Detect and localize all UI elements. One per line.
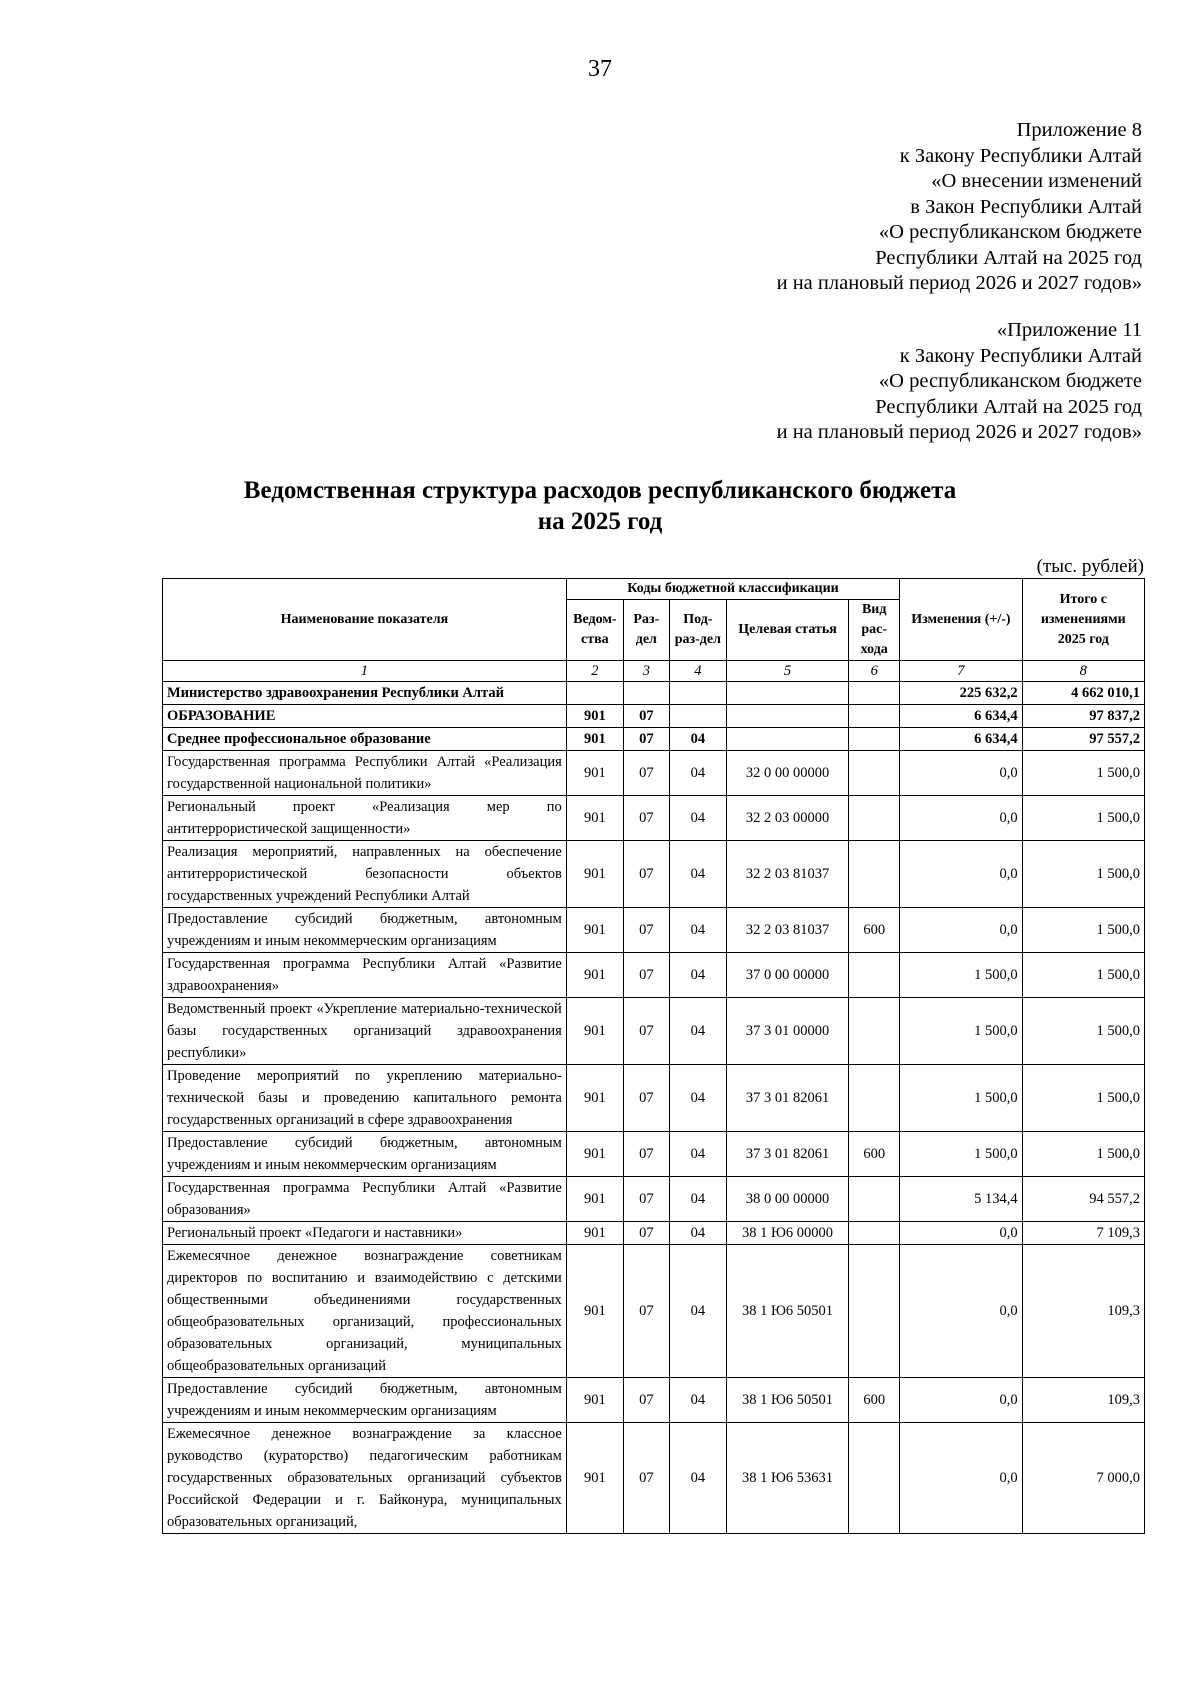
cell-expense-type [849,841,900,908]
cell-change: 1 500,0 [900,998,1022,1065]
cell-name: Предоставление субсидий бюджетным, автономным учреждениям и иным некоммерческим организациям [163,1378,567,1423]
document-title-line-2: на 2025 год [537,508,663,535]
cell-total: 7 000,0 [1022,1423,1144,1534]
cell-expense-type [849,1423,900,1534]
cell-subsection [669,682,726,705]
table-row [163,705,1145,728]
table-row [163,1065,1145,1132]
budget-table [162,578,1145,1534]
table-row [163,1245,1145,1378]
cell-ministry: 901 [566,908,623,953]
appendix-header-original [777,318,1142,446]
cell-section: 07 [623,705,669,728]
cell-section: 07 [623,953,669,998]
column-number: 5 [726,661,848,682]
cell-change: 0,0 [900,1378,1022,1423]
cell-name: Государственная программа Республики Алтай «Развитие образования» [163,1177,567,1222]
cell-subsection: 04 [669,908,726,953]
appendix-line: и на плановый период 2026 и 2027 годов» [776,272,1142,294]
cell-subsection: 04 [669,1065,726,1132]
table-row [163,1132,1145,1177]
cell-ministry: 901 [566,1065,623,1132]
cell-expense-type [849,751,900,796]
header-row [163,579,1145,600]
cell-subsection: 04 [669,751,726,796]
cell-change: 225 632,2 [900,682,1022,705]
cell-total: 109,3 [1022,1245,1144,1378]
cell-change: 6 634,4 [900,728,1022,751]
column-number: 3 [623,661,669,682]
cell-expense-type: 600 [849,1132,900,1177]
cell-name: Ежемесячное денежное вознаграждение советникам директоров по воспитанию и взаимодействию с детскими общественными объединениями государственных общеобразовательных организаций, профессиональных образовательных организаций, муниципальных общеобразовательных организаций [163,1245,567,1378]
cell-ministry: 901 [566,1423,623,1534]
cell-total: 109,3 [1022,1378,1144,1423]
cell-ministry: 901 [566,728,623,751]
units-label: (тыс. рублей) [1036,556,1144,577]
cell-ministry: 901 [566,1177,623,1222]
cell-ministry: 901 [566,705,623,728]
appendix-header-main [777,118,1142,297]
cell-expense-type: 600 [849,1378,900,1423]
cell-ministry: 901 [566,796,623,841]
cell-subsection: 04 [669,1378,726,1423]
cell-section: 07 [623,1378,669,1423]
cell-ministry: 901 [566,1132,623,1177]
cell-expense-type [849,796,900,841]
cell-name: Государственная программа Республики Алтай «Реализация государственной национальной политики» [163,751,567,796]
cell-total: 94 557,2 [1022,1177,1144,1222]
cell-subsection: 04 [669,1177,726,1222]
cell-name: Региональный проект «Реализация мер по антитеррористической защищенности» [163,796,567,841]
cell-subsection: 04 [669,1132,726,1177]
cell-section: 07 [623,751,669,796]
appendix-line: «О республиканском бюджете [878,370,1142,392]
appendix-line: Приложение 8 [1016,119,1142,141]
table-row [163,682,1145,705]
cell-change: 0,0 [900,1423,1022,1534]
cell-change: 0,0 [900,751,1022,796]
table-row [163,751,1145,796]
cell-ministry [566,682,623,705]
cell-name: Среднее профессиональное образование [163,728,567,751]
cell-total: 1 500,0 [1022,953,1144,998]
header-target: Целевая статья [726,600,848,661]
cell-expense-type [849,1065,900,1132]
cell-name: Проведение мероприятий по укреплению материально-технической базы и проведению капитального ремонта государственных организаций в сфере здравоохранения [163,1065,567,1132]
cell-expense-type [849,682,900,705]
cell-total: 1 500,0 [1022,796,1144,841]
cell-section: 07 [623,1065,669,1132]
header-subsection: Под-раз-дел [669,600,726,661]
cell-target [726,682,848,705]
cell-target [726,705,848,728]
cell-section: 07 [623,1245,669,1378]
cell-change: 1 500,0 [900,953,1022,998]
cell-total: 1 500,0 [1022,1065,1144,1132]
cell-change: 0,0 [900,796,1022,841]
column-number: 8 [1022,661,1144,682]
cell-target: 37 0 00 00000 [726,953,848,998]
cell-target: 38 1 Ю6 53631 [726,1423,848,1534]
cell-expense-type [849,728,900,751]
cell-subsection: 04 [669,998,726,1065]
appendix-line: Республики Алтай на 2025 год [875,395,1142,418]
cell-total: 1 500,0 [1022,1132,1144,1177]
cell-change: 0,0 [900,1245,1022,1378]
cell-section: 07 [623,841,669,908]
appendix-line: Республики Алтай на 2025 год [875,246,1142,269]
cell-section: 07 [623,998,669,1065]
appendix-line: к Закону Республики Алтай [899,144,1142,167]
column-number: 4 [669,661,726,682]
cell-section: 07 [623,796,669,841]
page-number: 37 [588,56,612,82]
appendix-line: «Приложение 11 [996,319,1142,341]
cell-target: 32 2 03 00000 [726,796,848,841]
cell-change: 6 634,4 [900,705,1022,728]
appendix-line: к Закону Республики Алтай [899,344,1142,367]
header-ministry: Ведом-ства [566,600,623,661]
table-row [163,841,1145,908]
cell-expense-type [849,953,900,998]
header-name: Наименование показателя [163,579,567,661]
cell-section: 07 [623,1132,669,1177]
cell-target: 32 2 03 81037 [726,841,848,908]
cell-name: Реализация мероприятий, направленных на обеспечение антитеррористической безопасности объектов государственных учреждений Республики Алтай [163,841,567,908]
cell-ministry: 901 [566,1222,623,1245]
cell-total: 4 662 010,1 [1022,682,1144,705]
table-row [163,953,1145,998]
cell-subsection: 04 [669,1423,726,1534]
cell-target [726,728,848,751]
cell-subsection: 04 [669,1245,726,1378]
table-row [163,796,1145,841]
cell-total: 97 557,2 [1022,728,1144,751]
cell-ministry: 901 [566,841,623,908]
header-expense-type: Вид рас-хода [849,600,900,661]
cell-section: 07 [623,908,669,953]
column-number: 7 [900,661,1022,682]
cell-change: 5 134,4 [900,1177,1022,1222]
cell-name: Региональный проект «Педагоги и наставники» [163,1222,567,1245]
cell-expense-type [849,1177,900,1222]
cell-target: 37 3 01 82061 [726,1065,848,1132]
table-row [163,1222,1145,1245]
cell-name: Государственная программа Республики Алтай «Развитие здравоохранения» [163,953,567,998]
appendix-line: «О внесении изменений [931,170,1142,192]
cell-section: 07 [623,1177,669,1222]
cell-subsection: 04 [669,953,726,998]
document-title-line-1: Ведомственная структура расходов республиканского бюджета [243,477,957,504]
appendix-line: «О республиканском бюджете [878,221,1142,243]
cell-target: 37 3 01 00000 [726,998,848,1065]
table-row [163,1177,1145,1222]
header-section: Раз-дел [623,600,669,661]
cell-name: ОБРАЗОВАНИЕ [163,705,567,728]
cell-name: Министерство здравоохранения Республики Алтай [163,682,567,705]
cell-target: 38 1 Ю6 00000 [726,1222,848,1245]
cell-section [623,682,669,705]
cell-target: 32 2 03 81037 [726,908,848,953]
header-total: Итого с изменениями 2025 год [1022,579,1144,661]
cell-total: 1 500,0 [1022,908,1144,953]
cell-name: Ежемесячное денежное вознаграждение за классное руководство (кураторство) педагогическим работникам государственных образовательных организаций субъектов Российской Федерации и г. Байконура, муниципальных образовательных организаций, [163,1423,567,1534]
cell-change: 0,0 [900,1222,1022,1245]
cell-total: 1 500,0 [1022,998,1144,1065]
cell-expense-type [849,705,900,728]
column-numbers-row [163,661,1145,682]
table-row [163,1378,1145,1423]
cell-subsection: 04 [669,796,726,841]
cell-section: 07 [623,1222,669,1245]
column-number: 1 [163,661,567,682]
cell-change: 0,0 [900,908,1022,953]
cell-total: 97 837,2 [1022,705,1144,728]
table-body [163,682,1145,1534]
header-change: Изменения (+/-) [900,579,1022,661]
document-title [0,475,1200,537]
cell-ministry: 901 [566,1378,623,1423]
appendix-line: в Закон Республики Алтай [910,195,1142,218]
cell-expense-type [849,1222,900,1245]
cell-subsection [669,705,726,728]
cell-change: 1 500,0 [900,1132,1022,1177]
appendix-line: и на плановый период 2026 и 2027 годов» [776,421,1142,443]
cell-total: 7 109,3 [1022,1222,1144,1245]
cell-subsection: 04 [669,1222,726,1245]
table-row [163,908,1145,953]
cell-target: 32 0 00 00000 [726,751,848,796]
header-codes-group: Коды бюджетной классификации [566,579,899,600]
cell-change: 0,0 [900,841,1022,908]
cell-expense-type: 600 [849,908,900,953]
cell-target: 37 3 01 82061 [726,1132,848,1177]
cell-name: Ведомственный проект «Укрепление материально-технической базы государственных организаций здравоохранения республики» [163,998,567,1065]
cell-name: Предоставление субсидий бюджетным, автономным учреждениям и иным некоммерческим организациям [163,908,567,953]
cell-name: Предоставление субсидий бюджетным, автономным учреждениям и иным некоммерческим организациям [163,1132,567,1177]
cell-ministry: 901 [566,953,623,998]
cell-expense-type [849,998,900,1065]
cell-ministry: 901 [566,751,623,796]
cell-subsection: 04 [669,728,726,751]
table-row [163,998,1145,1065]
cell-section: 07 [623,1423,669,1534]
cell-target: 38 0 00 00000 [726,1177,848,1222]
cell-ministry: 901 [566,1245,623,1378]
cell-expense-type [849,1245,900,1378]
column-number: 6 [849,661,900,682]
cell-ministry: 901 [566,998,623,1065]
table-row [163,1423,1145,1534]
cell-total: 1 500,0 [1022,751,1144,796]
cell-target: 38 1 Ю6 50501 [726,1378,848,1423]
table-row [163,728,1145,751]
cell-total: 1 500,0 [1022,841,1144,908]
cell-target: 38 1 Ю6 50501 [726,1245,848,1378]
cell-subsection: 04 [669,841,726,908]
column-number: 2 [566,661,623,682]
cell-section: 07 [623,728,669,751]
cell-change: 1 500,0 [900,1065,1022,1132]
